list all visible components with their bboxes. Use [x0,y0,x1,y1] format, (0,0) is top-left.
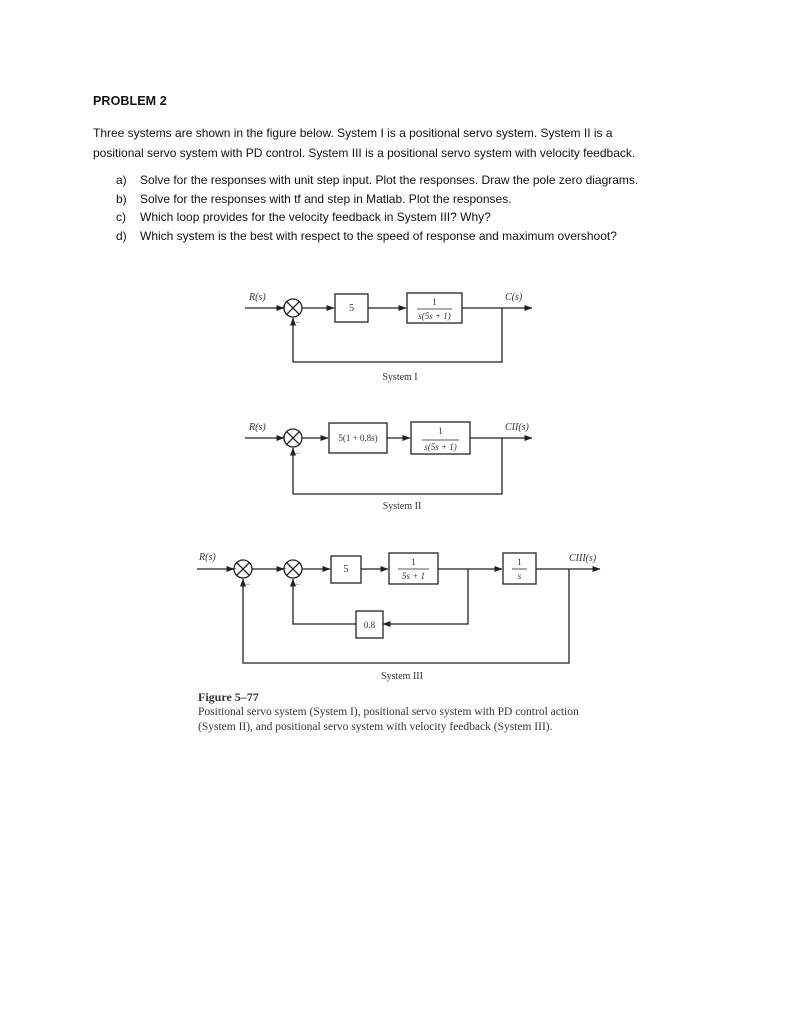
sys2-plant-denominator: s(5s + 1) [424,442,457,452]
intro-line-1: Three systems are shown in the figure below. System I is a positional servo system. System II is a [93,126,613,140]
sys2-plus-sign: + [281,433,286,442]
system-3-label: System III [381,671,423,682]
system-1-diagram [245,293,532,362]
sys3-inner-plus-sign: + [282,564,287,573]
sys2-output-label: CII(s) [505,422,529,433]
figure-caption-text: Positional servo system (System I), positional servo system with PD control action (System II), and positional servo system with velocity feedback (System III). [198,706,579,733]
sys3-inner-minus-sign: − [295,579,301,589]
integrator-denominator: s [517,571,522,581]
sys2-plant-numerator: 1 [438,426,443,436]
sys3-plant-denominator: 5s + 1 [401,571,426,581]
sys1-minus-sign: − [295,317,301,327]
intro-line-2: positional servo system with PD control. System III is a positional servo system with velocity feedback. [93,146,636,160]
sys1-plus-sign: + [281,303,286,312]
sys3-outer-minus-sign: − [245,579,251,589]
sys1-plant-denominator: s(5s + 1) [418,311,451,321]
question-b: b) Solve for the responses with tf and step in Matlab. Plot the responses. [116,191,512,206]
system-3-diagram [197,553,600,663]
velocity-feedback-text: 0.8 [363,620,376,630]
integrator-numerator: 1 [517,557,522,567]
sys3-plant-numerator: 1 [411,557,416,567]
system-1-label: System I [382,372,418,383]
question-d: d) Which system is the best with respect to the speed of response and maximum overshoot? [116,228,617,243]
sys1-input-label: R(s) [249,292,266,303]
sys3-outer-plus-sign: + [232,564,237,573]
sys3-output-label: CIII(s) [569,553,597,564]
pd-controller-text: 5(1 + 0.8s) [338,433,378,443]
sys1-output-label: C(s) [505,292,523,303]
sys3-gain-text: 5 [343,564,349,575]
system-2-diagram [245,422,532,494]
question-a: a) Solve for the responses with unit step input. Plot the responses. Draw the pole zero diagrams. [116,173,639,187]
sys2-input-label: R(s) [249,422,266,433]
sys2-minus-sign: − [295,448,301,458]
sys1-plant-numerator: 1 [432,297,437,307]
figure-number: Figure 5–77 [198,690,259,704]
sys1-gain-text: 5 [349,303,354,314]
system-2-label: System II [382,501,422,512]
problem-title: PROBLEM 2 [93,94,167,108]
question-c: c) Which loop provides for the velocity feedback in System III? Why? [116,210,491,224]
figure-caption [198,690,618,735]
sys3-input-label: R(s) [199,552,216,563]
